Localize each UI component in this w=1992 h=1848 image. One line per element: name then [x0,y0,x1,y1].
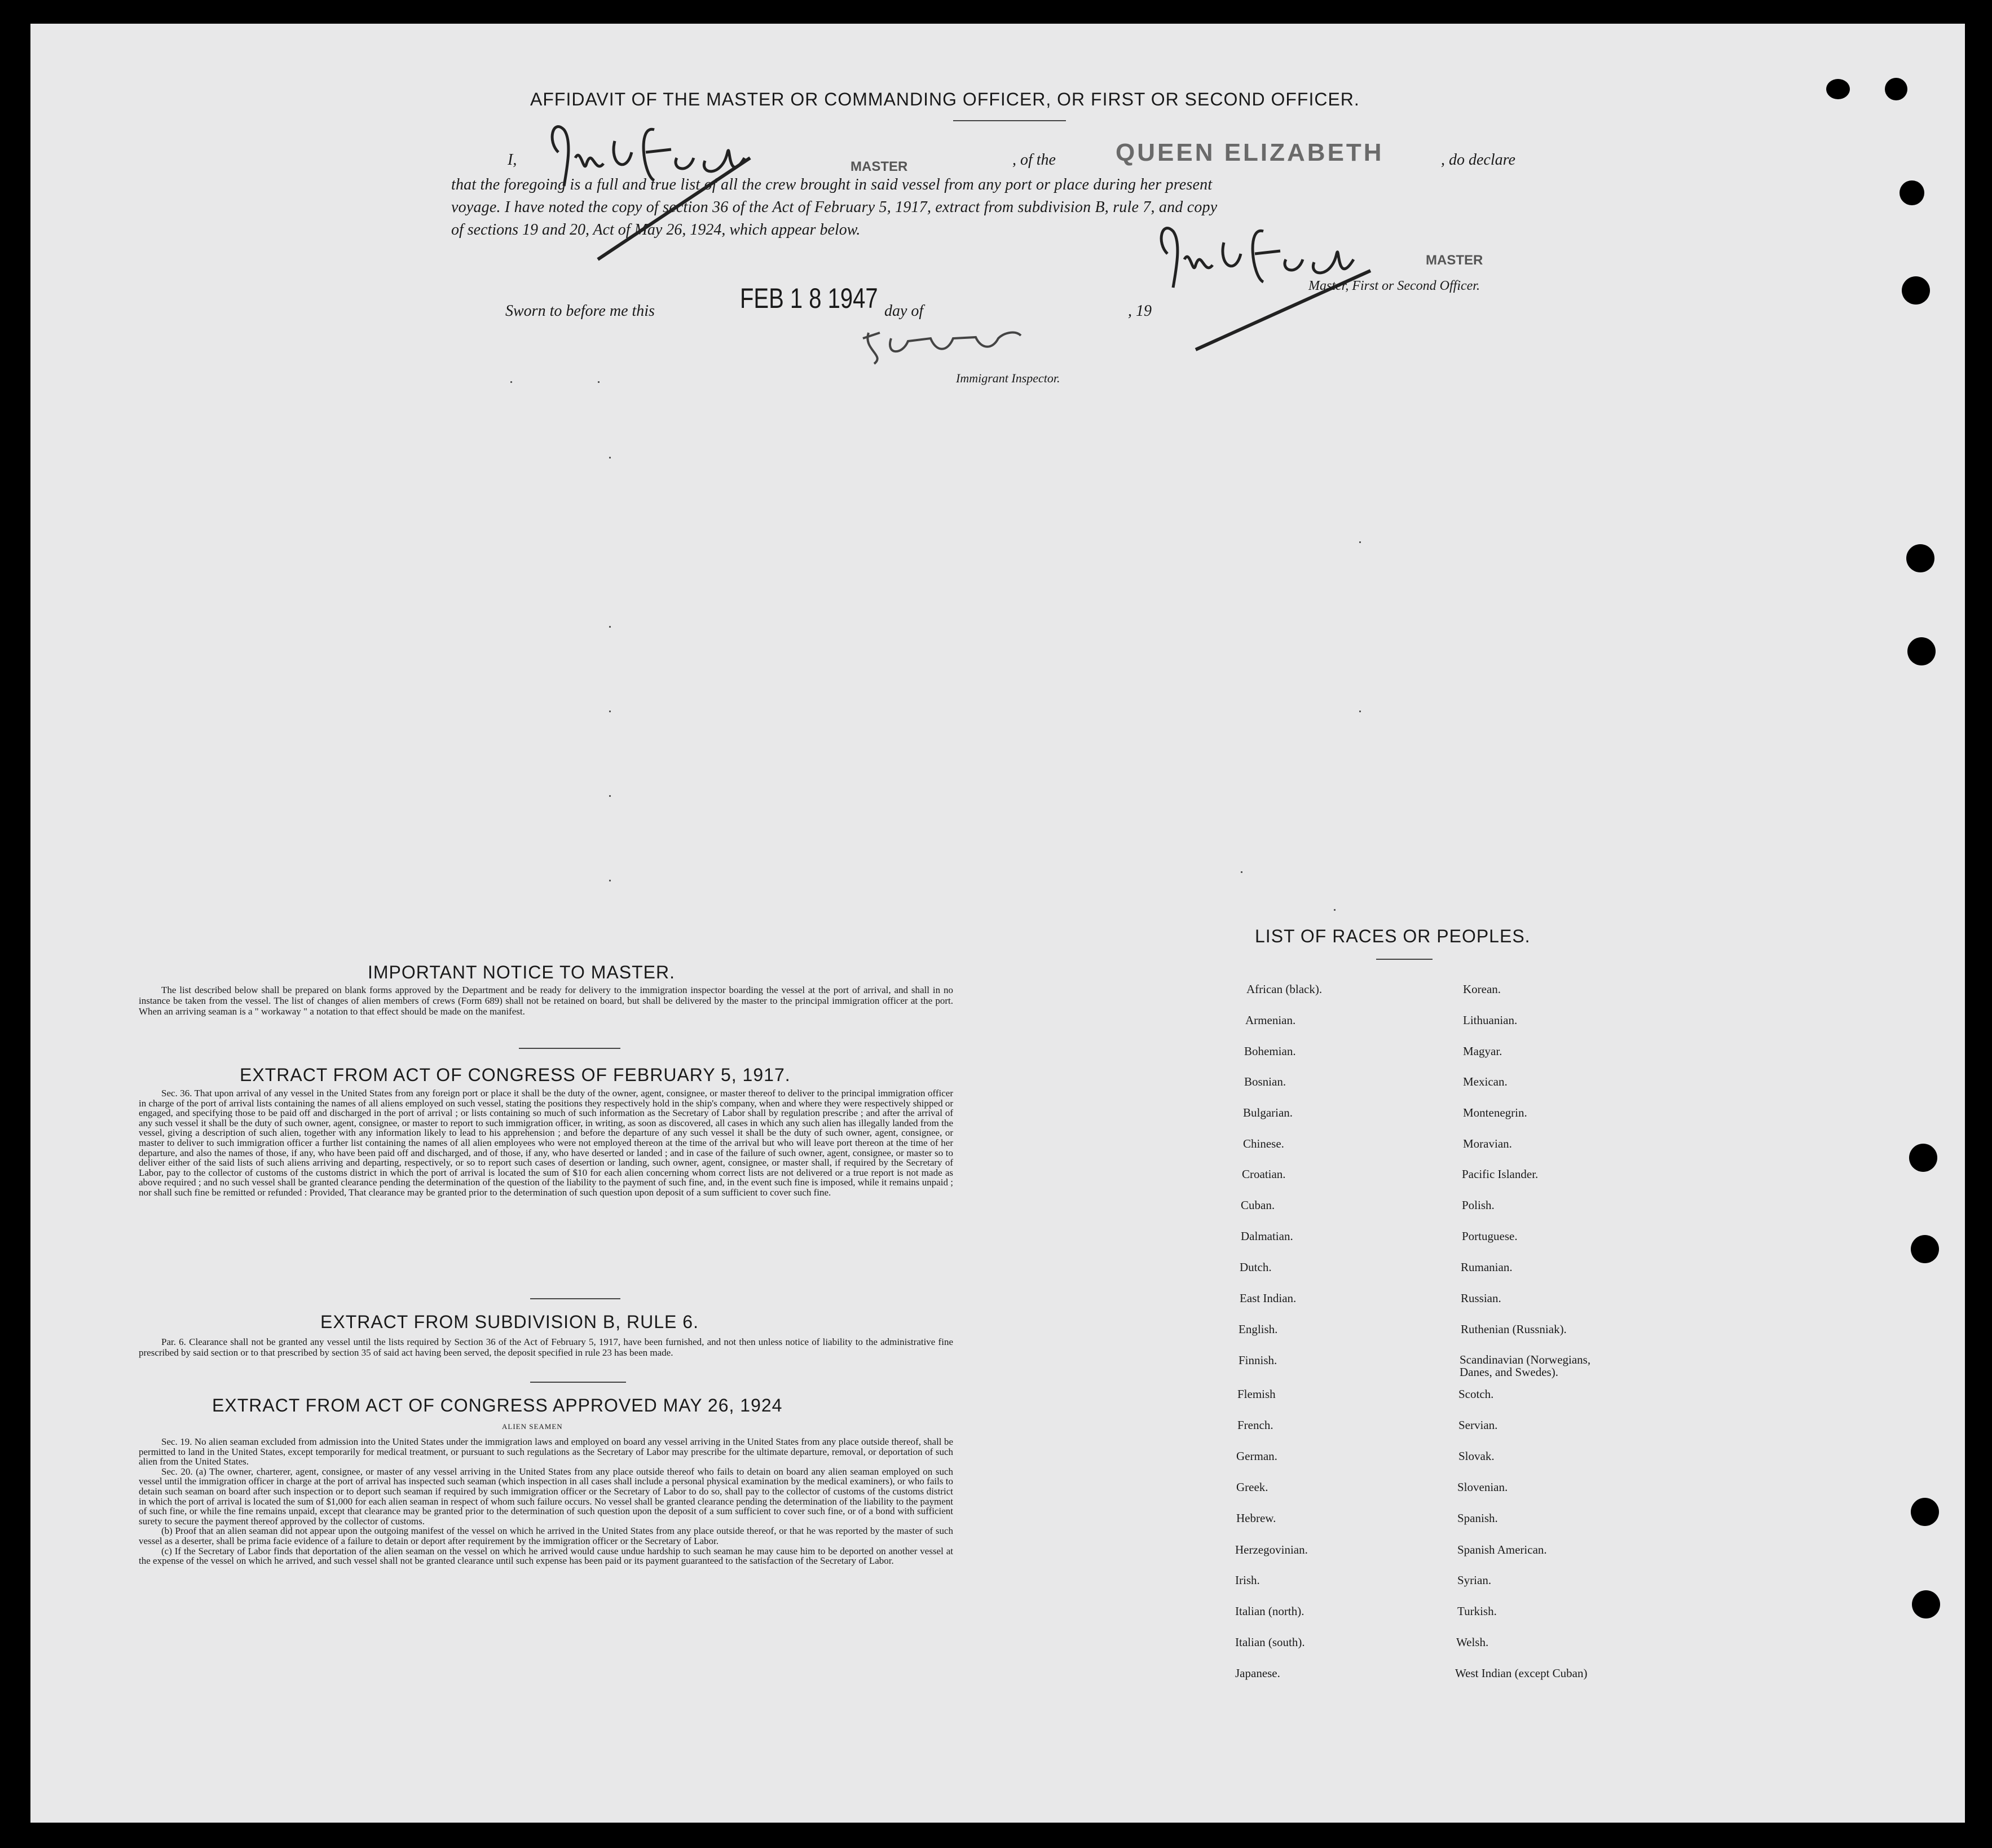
of-the-label: , of the [1012,151,1056,169]
punch-hole [1912,1590,1940,1618]
speck [609,711,611,712]
race-item: Dutch. [1240,1260,1272,1274]
section-20c-paragraph: (c) If the Secretary of Labor finds that deportation of the alien seaman on the vessel on which he arrived would cause undue hardship to such seaman he may cause him to be deported on another vessel at the expense of the vessel on which he arrived, and such vessel shall not be granted clearance until such expense has been paid or its payment guaranteed to the satisfaction of the Secretary of Labor. [139,1545,953,1567]
section-20b-paragraph: (b) Proof that an alien seaman did not appear upon the outgoing manifest of the vessel on which he arrived in the United States from any place outside thereof, or that he was reported by the master of such vessel as a deserter, shall be prima facie evidence of a failure to detain or deport after requirement by the immigration officer or the Secretary of Labor. [139,1525,953,1546]
rule6-divider [530,1382,626,1383]
sworn-label: Sworn to before me this [505,302,655,320]
race-item: Italian (south). [1235,1635,1305,1649]
races-title: LIST OF RACES OR PEOPLES. [1255,926,1531,946]
race-item: African (black). [1246,982,1323,996]
race-item: Mexican. [1463,1075,1508,1088]
inspector-signature [852,321,1026,367]
officer-label: Master, First or Second Officer. [1308,279,1480,293]
punch-hole [1911,1235,1939,1263]
master-stamp-2: MASTER [1426,253,1483,268]
race-item: Armenian. [1245,1013,1296,1027]
race-item: Pacific Islander. [1462,1167,1539,1181]
race-item: Turkish. [1457,1604,1497,1618]
race-item: Greek. [1236,1480,1268,1494]
race-item: Portuguese. [1462,1229,1518,1243]
race-item: Chinese. [1243,1137,1284,1150]
race-item: Flemish [1237,1387,1276,1401]
race-item: Rumanian. [1461,1260,1513,1274]
race-item: Bosnian. [1244,1075,1286,1088]
section-19-paragraph: Sec. 19. No alien seaman excluded from admission into the United States under the immigration laws and employed on board any vessel arriving in the United States from any place outside thereof, shall be permitted to land in the United States, except temporarily for medical treatment, or pursuant to such regulations as the Secretary of Labor may prescribe for the ultimate departure, removal, or deportation of such alien from the United States. [139,1436,953,1467]
do-declare-label: , do declare [1441,151,1515,169]
speck [1359,711,1361,712]
date-stamp: FEB 1 8 1947 [740,283,878,314]
punch-hole [1911,1498,1939,1526]
race-item: Dalmatian. [1241,1229,1293,1243]
race-item: Moravian. [1463,1137,1512,1150]
inspector-label: Immigrant Inspector. [956,371,1060,385]
race-item: West Indian (except Cuban) [1455,1666,1588,1680]
race-item: Montenegrin. [1463,1106,1527,1119]
race-item: Spanish American. [1457,1543,1547,1556]
race-item: Russian. [1461,1291,1501,1305]
race-item: Spanish. [1457,1511,1498,1525]
race-item: Finnish. [1239,1353,1277,1367]
notice-paragraph: The list described below shall be prepared on blank forms approved by the Department and be ready for delivery to the immigration inspector boarding the vessel at the port of arrival, and shall in no instance be taken from the vessel. The list of changes of alien members of crews (Form 689) shall not be retained on board, but shall be delivered by the master to the principal immigration officer at the port. When an arriving seaman is a " workaway " a notation to that effect should be made on the manifest. [139,985,953,1017]
race-item: Slovak. [1458,1449,1495,1463]
extract-1917-paragraph: Sec. 36. That upon arrival of any vessel in the United States from any foreign port or place it shall be the duty of the owner, agent, consignee, or master thereof to deliver to the principal immigration officer in charge of the port of arrival lists containing the names of all aliens employed on such vessel, stating the positions they respectively hold in the ship's company, when and where they were respectively shipped or engaged, and specifying those to be paid off and discharged in the port of arrival ; or lists containing so much of such information as the Secretary of Labor shall by regulation prescribe ; and after the arrival of any such vessel it shall be the duty of such owner, agent, consignee, or master to report to such immigration officer, in writing, as soon as discovered, all cases in which any such alien has illegally landed from the vessel, giving a description of such alien, together with any information likely to lead to his apprehension ; and before the departure of any such vessel it shall be the duty of such owner, agent, consignee, or master to deliver to such immigration officer a further list containing the names of all alien employees who were not employed thereon at the time of the arrival but who will leave port thereon at the time of her departure, and also the names of those, if any, who have been paid off and discharged, and of those, if any, who have deserted or landed ; and in case of the failure of such owner, agent, consignee, or master so to deliver either of the said lists of such aliens arriving and departing, respectively, or so to report such cases of desertion or landing, such owner, agent, consignee, or master shall, if required by the Secretary of Labor, pay to the collector of customs of the customs district in which the port of arrival is located the sum of $10 for each alien concerning whom correct lists are not delivered or a true report is not made as above required ; and no such vessel shall be granted clearance pending the determination of the question of the liability to the payment of such fine, and, in the event such fine is imposed, while it remains unpaid ; nor shall such fine be remitted or refunded : Provided, That clearance may be granted prior to the determination of such question upon deposit of a sum sufficient to cover such fine. [139,1088,953,1198]
extract-1924-body [139,1437,953,1566]
race-item: German. [1236,1449,1277,1463]
race-item: Polish. [1462,1198,1495,1212]
race-item: Cuban. [1241,1198,1275,1212]
speck [609,457,611,458]
race-item: Korean. [1463,982,1501,996]
race-item: Scandinavian (Norwegians, Danes, and Swedes). [1460,1353,1591,1379]
notice-title: IMPORTANT NOTICE TO MASTER. [368,962,675,982]
extract-1917-divider [530,1298,620,1299]
master-signature [541,107,761,265]
race-item: Irish. [1235,1573,1260,1587]
speck [609,880,611,881]
punch-hole [1885,78,1907,100]
race-item: Lithuanian. [1463,1013,1518,1027]
master-stamp: MASTER [850,159,908,174]
punch-hole [1826,79,1850,99]
notice-body [139,985,953,1017]
year-prefix: , 19 [1128,302,1152,320]
race-item: Ruthenian (Russniak). [1461,1322,1567,1336]
rule6-body [139,1337,953,1358]
extract-1924-title: EXTRACT FROM ACT OF CONGRESS APPROVED MAY 26, 1924 [212,1395,783,1415]
punch-hole [1909,1144,1937,1172]
speck [598,381,600,383]
declaration-line-4: of sections 19 and 20, Act of May 26, 1924, which appear below. [451,221,861,239]
speck [1334,909,1336,911]
race-item: Slovenian. [1457,1480,1508,1494]
race-item: Hebrew. [1236,1511,1276,1525]
punch-hole [1907,637,1936,665]
title-divider [953,120,1066,121]
notice-divider [519,1048,620,1049]
race-item: Bulgarian. [1243,1106,1293,1119]
race-item: Scotch. [1458,1387,1494,1401]
section-20a-paragraph: Sec. 20. (a) The owner, charterer, agent, consignee, or master of any vessel arriving in the United States from any place outside thereof who fails to detain on board any alien seaman employed on such vessel until the immigration officer in charge at the port of arrival has inspected such seaman (which inspection in all cases shall include a personal physical examination by the medical examiners), or who fails to detain such seaman on board after such inspection or to deport such seaman if required by such immigration officer or the Secretary of Labor to do so, shall pay to the collector of customs of the customs district in which the port of arrival is located the sum of $1,000 for each alien seaman in respect of whom such failure occurs. No vessel shall be granted clearance pending the determination of the liability to the payment of such fine, or while the fine remains unpaid, except that clearance may be granted prior to the determination of such question upon the deposit of a sum sufficient to cover such fine, or of a bond with sufficient surety to secure the payment thereof approved by the collector of customs. [139,1466,953,1527]
races-divider [1376,959,1433,960]
race-item: Magyar. [1463,1044,1502,1058]
extract-1917-title: EXTRACT FROM ACT OF CONGRESS OF FEBRUARY 5, 1917. [240,1065,791,1085]
speck [510,381,512,383]
race-item: Italian (north). [1235,1604,1305,1618]
declaration-line-3: voyage. I have noted the copy of section 36 of the Act of February 5, 1917, extract from subdivision B, rule 7, and copy [451,199,1218,216]
i-label: I, [508,151,517,169]
race-item: Japanese. [1235,1666,1280,1680]
race-item: English. [1239,1322,1278,1336]
rule6-title: EXTRACT FROM SUBDIVISION B, RULE 6. [320,1312,699,1332]
race-item: Welsh. [1456,1635,1489,1649]
race-item: Croatian. [1242,1167,1286,1181]
punch-hole [1900,180,1924,205]
day-of-label: day of [884,302,924,320]
race-item: Servian. [1458,1418,1498,1432]
speck [609,795,611,797]
extract-1924-subtitle: ALIEN SEAMEN [502,1422,563,1431]
speck [609,626,611,628]
extract-1917-body [139,1088,953,1198]
race-item: French. [1237,1418,1273,1432]
vessel-name: QUEEN ELIZABETH [1116,139,1384,166]
affidavit-title: AFFIDAVIT OF THE MASTER OR COMMANDING OFFICER, OR FIRST OR SECOND OFFICER. [530,89,1360,109]
punch-hole [1902,276,1930,305]
declaration-line-2: that the foregoing is a full and true list of all the crew brought in said vessel from any port or place during her present [451,176,1213,193]
speck [1359,541,1361,543]
race-item: Herzegovinian. [1235,1543,1308,1556]
race-item: East Indian. [1240,1291,1297,1305]
punch-hole [1906,544,1934,572]
race-item: Bohemian. [1244,1044,1296,1058]
race-item: Syrian. [1457,1573,1492,1587]
rule6-paragraph: Par. 6. Clearance shall not be granted any vessel until the lists required by Section 36 of the Act of February 5, 1917, have been furnished, and not then unless notice of liability to the administrative fine prescribed by said section or to that prescribed by section 35 of said act having been served, the deposit specified in rule 23 has been made. [139,1337,953,1358]
speck [1241,871,1242,873]
